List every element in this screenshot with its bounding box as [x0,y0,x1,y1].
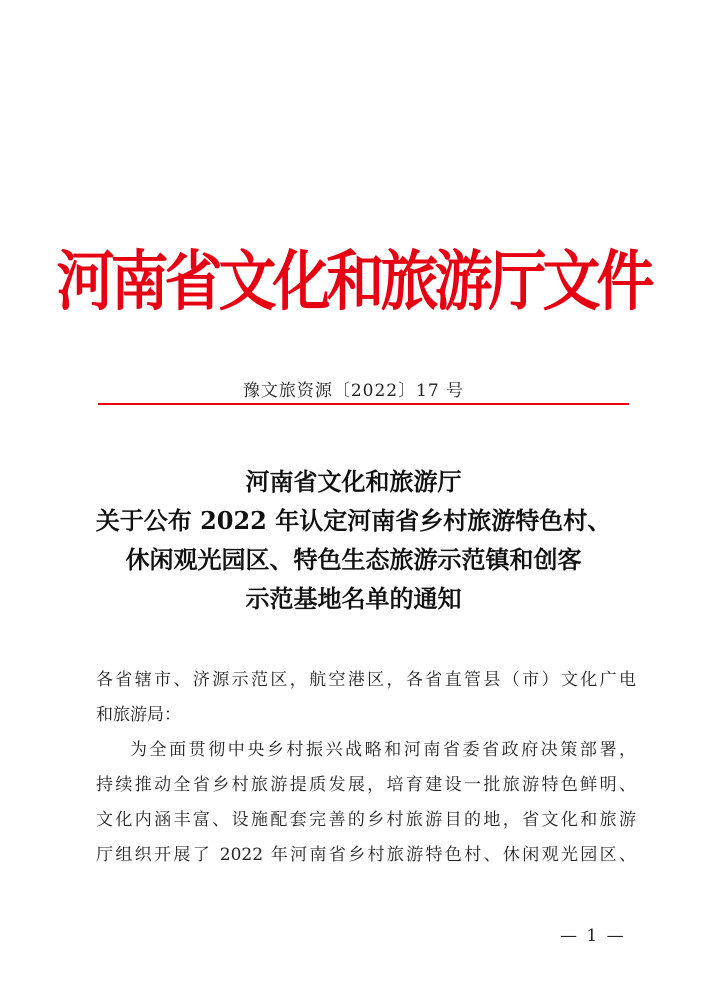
body-line-2: 和旅游局： [96,705,181,725]
title-line-4: 示范基地名单的通知 [245,584,462,613]
body-line-5: 文化内涵丰富、设施配套完善的乡村旅游目的地，省文化和旅游 [96,810,636,830]
page-number: — 1 — [560,926,626,946]
masthead-title: 河南省文化和旅游厅文件 [56,243,651,320]
title-line-3: 休闲观光园区、特色生态旅游示范镇和创客 [125,545,582,574]
notice-title [40,462,667,618]
title-line-2: 关于公布 2022 年认定河南省乡村旅游特色村、 [95,506,612,535]
document-number: 豫文旅资源〔2022〕17 号 [242,381,465,401]
body-line-3: 为全面贯彻中央乡村振兴战略和河南省委省政府决策部署， [130,740,636,760]
notice-body [96,663,636,873]
body-line-6: 厅组织开展了 2022 年河南省乡村旅游特色村、休闲观光园区、 [96,845,636,865]
body-line-4: 持续推动全省乡村旅游提质发展，培育建设一批旅游特色鲜明、 [96,775,636,795]
body-line-1: 各省辖市、济源示范区，航空港区，各省直管县（市）文化广电 [96,670,636,690]
title-line-1: 河南省文化和旅游厅 [245,467,462,496]
red-divider-line [98,403,629,405]
